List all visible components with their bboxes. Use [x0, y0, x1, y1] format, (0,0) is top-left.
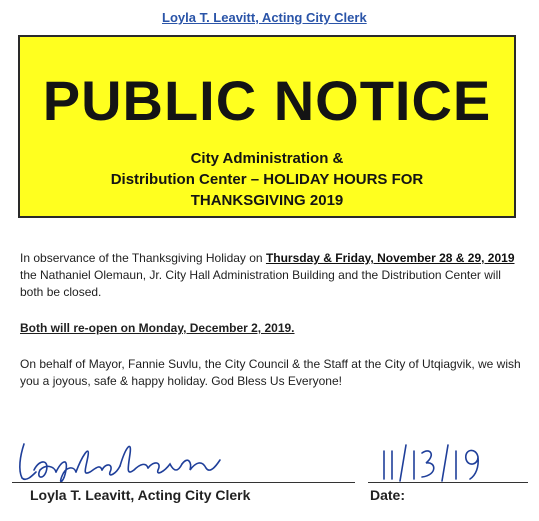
handwritten-signature [10, 436, 225, 488]
subtitle-line-1: City Administration & [190, 150, 344, 167]
date-line [368, 482, 528, 483]
notice-title: PUBLIC NOTICE [42, 69, 492, 132]
subtitle-line-3: THANKSGIVING 2019 [190, 192, 344, 209]
closure-paragraph [20, 250, 525, 301]
signer-name: Loyla T. Leavitt, Acting City Clerk [30, 487, 251, 503]
reopen-text: Both will re-open on Monday, December 2, 2019. [20, 321, 295, 335]
closure-details: the Nathaniel Olemaun, Jr. City Hall Administration Building and the Distribution Center will both be closed. [20, 268, 501, 299]
handwritten-date [378, 443, 488, 483]
header-clerk-name: Loyla T. Leavitt, Acting City Clerk [162, 10, 367, 25]
closure-dates: Thursday & Friday, November 28 & 29, 2019 [265, 251, 515, 265]
wishes-paragraph: On behalf of Mayor, Fannie Suvlu, the City Council & the Staff at the City of Utqiagvik, we wish you a joyous, safe & happy holiday. God Bless Us Everyone! [20, 357, 521, 388]
reopen-paragraph [20, 320, 525, 337]
date-label: Date: [370, 487, 406, 503]
signature-line [12, 482, 355, 483]
notice-subtitle [20, 148, 514, 211]
closure-intro: In observance of the Thanksgiving Holiday on [20, 251, 266, 265]
public-notice-banner [18, 35, 516, 218]
subtitle-line-2: Distribution Center – HOLIDAY HOURS FOR [110, 171, 424, 188]
